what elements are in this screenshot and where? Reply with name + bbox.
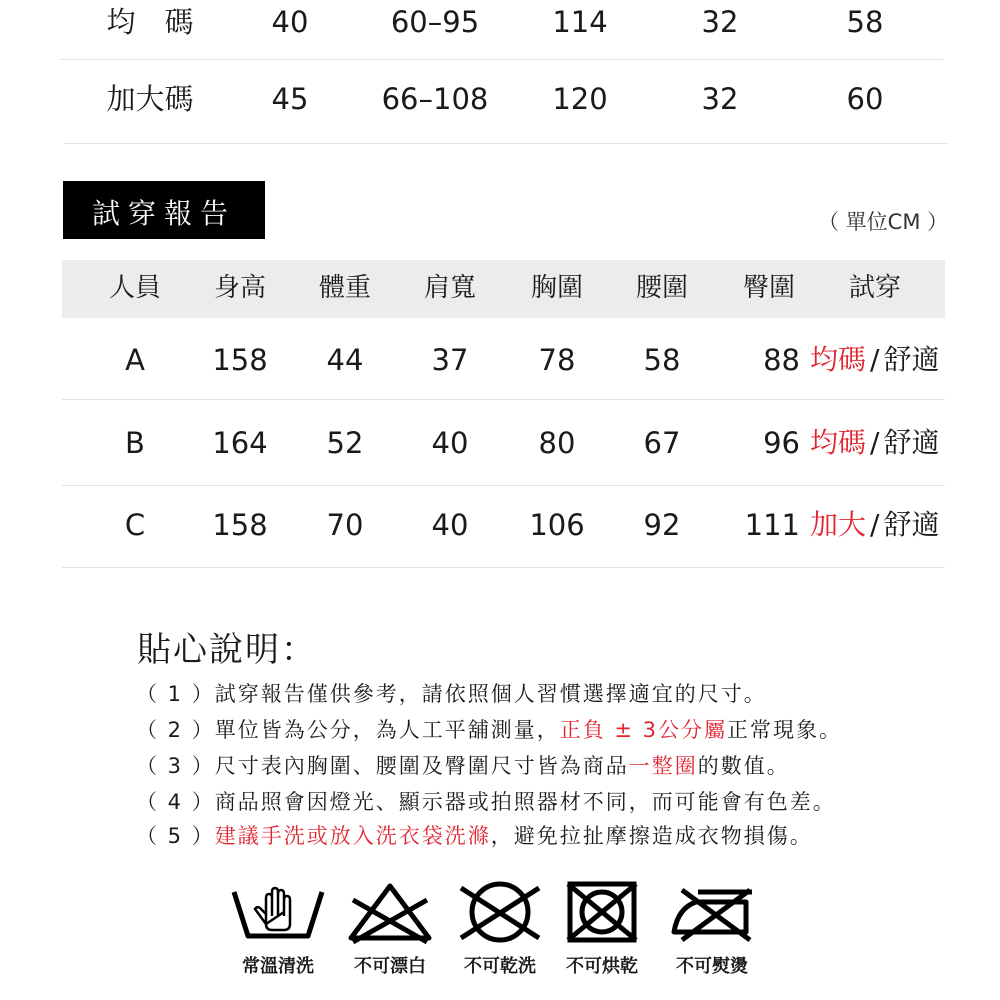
size-value: 60	[846, 82, 884, 116]
col-header-fit: 試穿	[848, 273, 901, 303]
size-value: 120	[552, 82, 608, 116]
fit-cell	[810, 426, 939, 460]
fit-cell	[810, 343, 939, 377]
note-item	[136, 788, 836, 816]
height-cell: 158	[212, 343, 268, 377]
note-text: 正常現象。	[727, 718, 843, 742]
chest-cell: 80	[538, 426, 576, 460]
col-header-height: 身高	[213, 273, 266, 303]
fit-size: 均碼	[810, 343, 867, 376]
note-number: （ 3 ）	[136, 754, 215, 778]
waist-cell: 58	[643, 343, 681, 377]
shoulder-cell: 40	[431, 426, 469, 460]
note-text: 尺寸表內胸圍、腰圍及臀圍尺寸皆為商品	[214, 754, 629, 778]
waist-cell: 92	[643, 508, 681, 542]
size-name: 均 碼	[106, 5, 194, 39]
note-text: ，避免拉扯摩擦造成衣物損傷。	[490, 824, 813, 848]
fit-separator: /	[870, 508, 880, 541]
fit-size: 均碼	[810, 426, 867, 459]
weight-cell: 70	[326, 508, 364, 542]
col-header-shoulder: 肩寬	[423, 273, 476, 303]
size-name: 加大碼	[106, 82, 194, 116]
size-value: 45	[271, 82, 309, 116]
note-text: 商品照會因燈光、顯示器或拍照器材不同，而可能會有色差。	[214, 790, 836, 814]
col-header-hip: 臀圍	[742, 273, 795, 303]
row-divider	[64, 143, 947, 144]
fit-feel: 舒適	[883, 426, 940, 459]
no-iron-icon	[668, 880, 758, 948]
chest-cell: 106	[529, 508, 585, 542]
care-label: 不可乾洗	[464, 956, 536, 977]
size-value: 40	[271, 5, 309, 39]
fit-feel: 舒適	[883, 508, 940, 541]
note-item	[136, 680, 767, 708]
weight-cell: 52	[326, 426, 364, 460]
fit-size: 加大	[810, 508, 867, 541]
row-divider	[62, 399, 945, 400]
col-header-weight: 體重	[318, 273, 371, 303]
size-value: 114	[552, 5, 608, 39]
note-highlight: 一整圈	[628, 754, 698, 778]
shoulder-cell: 40	[431, 508, 469, 542]
hip-cell: 88	[763, 343, 800, 377]
waist-cell: 67	[643, 426, 681, 460]
care-label: 不可烘乾	[566, 956, 638, 977]
hip-cell: 111	[744, 508, 800, 542]
col-header-waist: 腰圍	[635, 273, 688, 303]
person-cell: A	[125, 343, 145, 377]
note-highlight: 正負 ± 3公分屬	[559, 718, 728, 742]
row-divider	[62, 485, 945, 486]
hip-cell: 96	[763, 426, 800, 460]
row-divider	[62, 567, 945, 568]
no-tumble-dry-icon	[562, 880, 642, 948]
person-cell: B	[125, 426, 145, 460]
notes-title: 貼心說明：	[137, 630, 317, 670]
section-title: 試穿報告	[91, 197, 236, 230]
size-value: 58	[846, 5, 884, 39]
size-value: 66–108	[381, 82, 489, 116]
size-value: 60–95	[390, 5, 480, 39]
note-text: 單位皆為公分，為人工平舖測量，	[214, 718, 560, 742]
hand-wash-icon	[230, 880, 326, 948]
height-cell: 158	[212, 508, 268, 542]
row-divider	[60, 59, 943, 60]
col-header-chest: 胸圍	[530, 273, 583, 303]
shoulder-cell: 37	[431, 343, 469, 377]
fit-separator: /	[870, 343, 880, 376]
size-value: 32	[701, 82, 739, 116]
no-dry-clean-icon	[455, 880, 545, 948]
care-label: 不可熨燙	[676, 956, 748, 977]
care-label: 不可漂白	[354, 956, 426, 977]
note-highlight: 建議手洗或放入洗衣袋洗滌	[214, 824, 491, 848]
fit-cell	[810, 508, 939, 542]
note-number: （ 1 ）	[136, 682, 215, 706]
no-bleach-icon	[345, 880, 435, 948]
weight-cell: 44	[326, 343, 364, 377]
report-header-bar	[62, 260, 945, 318]
note-item	[136, 716, 842, 744]
note-number: （ 5 ）	[136, 824, 215, 848]
height-cell: 164	[212, 426, 268, 460]
care-label: 常溫清洗	[242, 956, 314, 977]
size-value: 32	[701, 5, 739, 39]
note-number: （ 2 ）	[136, 718, 215, 742]
fit-feel: 舒適	[883, 343, 940, 376]
chest-cell: 78	[538, 343, 576, 377]
note-text: 的數值。	[697, 754, 790, 778]
person-cell: C	[124, 508, 146, 542]
note-number: （ 4 ）	[136, 790, 215, 814]
note-item	[136, 752, 790, 780]
note-item	[136, 822, 813, 850]
col-header-person: 人員	[108, 273, 161, 303]
note-text: 試穿報告僅供參考，請依照個人習慣選擇適宜的尺寸。	[214, 682, 767, 706]
unit-label: （ 單位CM ）	[818, 210, 949, 234]
fit-separator: /	[870, 426, 880, 459]
section-title-box	[63, 181, 265, 239]
